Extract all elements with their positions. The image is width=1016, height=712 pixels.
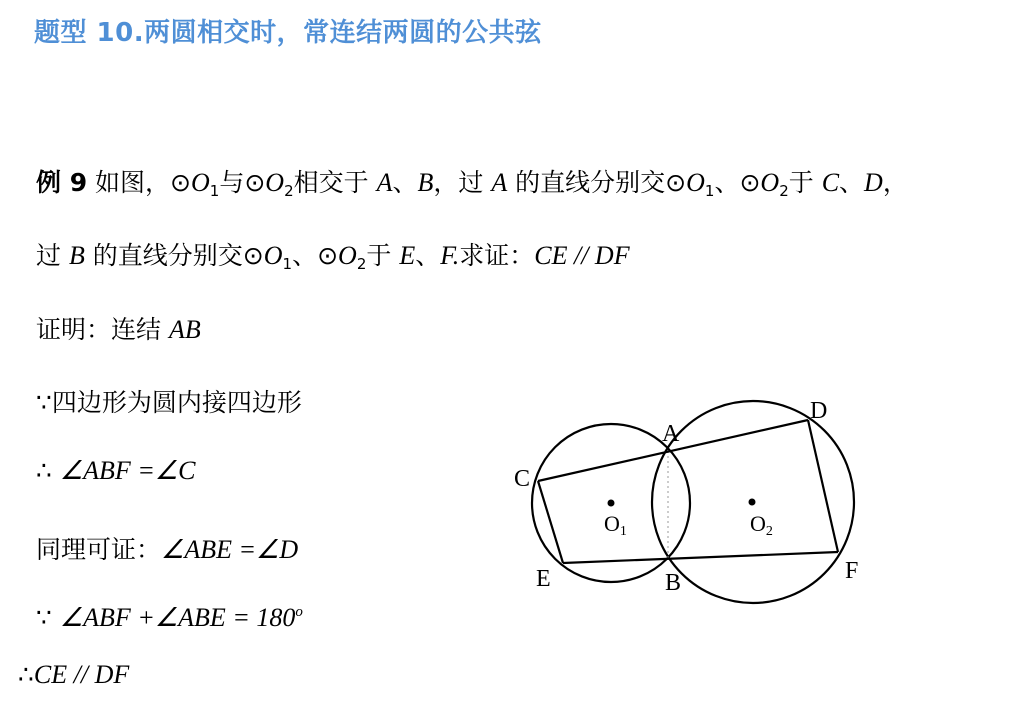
proof-line-2: ∵四边形为圆内接四边形 [36, 388, 302, 417]
proof-line-4 [36, 530, 298, 566]
problem-line-2 [36, 236, 630, 273]
math: ∠ABF +∠ABE = 180 [59, 603, 296, 632]
math: CE // DF [33, 660, 130, 689]
section-title: 题型 10.两圆相交时，常连结两圆的公共弦 [34, 18, 542, 48]
degree-superscript: o [295, 604, 303, 620]
example-label: 例 9 [36, 168, 88, 197]
text: ， [882, 168, 908, 197]
goal-statement: CE // DF [534, 241, 630, 270]
circle-o1: O [686, 168, 705, 197]
circle-o1: O [263, 241, 283, 270]
label-o2-letter: O [750, 511, 766, 536]
label-a: A [662, 421, 680, 447]
circle-o1: O [191, 168, 210, 197]
text: 证明：连结 [36, 315, 169, 344]
center-dot-o2 [749, 499, 756, 506]
circle-o2: O [265, 168, 285, 197]
because-symbol: ∵ [36, 603, 60, 632]
subscript: 1 [282, 255, 293, 273]
text: 于 [788, 168, 822, 197]
therefore-symbol: ∴ [36, 456, 60, 485]
label-o2-sub: 2 [765, 524, 773, 539]
point-b: B [417, 168, 434, 197]
problem-line-1 [36, 163, 908, 200]
text: ，过 [433, 168, 492, 197]
label-o1-letter: O [604, 511, 620, 536]
circle-o2: O [760, 168, 780, 197]
segment-ce [538, 481, 563, 563]
point-f: F. [440, 241, 460, 270]
point-a: A [376, 168, 393, 197]
math: AB [168, 315, 201, 344]
point-a: A [491, 168, 508, 197]
text: 与⊙ [219, 168, 266, 197]
proof-line-1 [36, 310, 201, 346]
therefore-symbol: ∴ [18, 660, 34, 689]
geometry-figure [500, 385, 880, 610]
label-o2 [750, 511, 773, 539]
proof-line-5 [36, 603, 303, 633]
text: 于 [366, 241, 400, 270]
label-b: B [665, 570, 682, 596]
label-e: E [536, 566, 551, 592]
text: 相交于 [293, 168, 377, 197]
text: 、 [392, 168, 418, 197]
label-o1-sub: 1 [619, 524, 627, 539]
text: 的直线分别交⊙ [507, 168, 687, 197]
point-e: E [399, 241, 416, 270]
text: 、⊙ [714, 168, 761, 197]
text: 过 [36, 241, 69, 270]
line-ef [563, 552, 838, 563]
text: 的直线分别交⊙ [84, 241, 264, 270]
label-f: F [845, 558, 859, 584]
subscript: 2 [779, 182, 789, 200]
point-d: D [864, 168, 883, 197]
point-b: B [68, 241, 85, 270]
subscript: 1 [209, 182, 220, 200]
text: 如图，⊙ [87, 168, 192, 197]
text: 求证： [459, 241, 535, 270]
label-o1 [604, 511, 627, 539]
subscript: 2 [284, 182, 294, 200]
subscript: 1 [704, 182, 715, 200]
math: ∠ABE =∠D [161, 535, 299, 564]
proof-line-6 [18, 660, 129, 690]
circle-o2: O [338, 241, 357, 270]
label-d: D [810, 398, 828, 424]
proof-line-3 [36, 456, 196, 486]
point-c: C [821, 168, 840, 197]
math: ∠ABF =∠C [59, 456, 196, 485]
text: 、 [415, 241, 441, 270]
label-c: C [514, 466, 531, 492]
center-dot-o1 [608, 500, 615, 507]
text: 、⊙ [292, 241, 339, 270]
text: 同理可证： [36, 535, 162, 564]
subscript: 2 [356, 255, 367, 273]
text: 、 [839, 168, 865, 197]
